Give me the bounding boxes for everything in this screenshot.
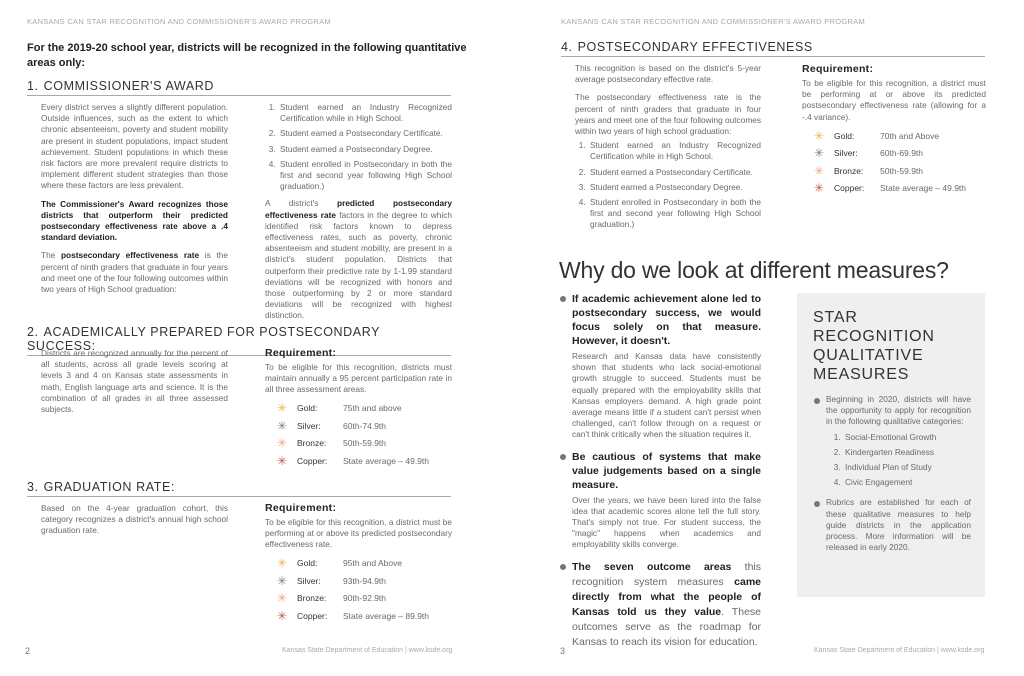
- postsecondary-column-left: [575, 63, 761, 235]
- level-copper: [265, 452, 452, 470]
- bullet-item: [813, 394, 971, 488]
- running-head: KANSANS CAN STAR RECOGNITION AND COMMISSIONER'S AWARD PROGRAM: [561, 17, 866, 26]
- level-name: Bronze:: [297, 438, 327, 449]
- level-value: 70th and Above: [880, 130, 940, 141]
- paragraph: This recognition is based on the district's 5-year average postsecondary effective rate.: [575, 63, 761, 85]
- running-head: KANSANS CAN STAR RECOGNITION AND COMMISSIONER'S AWARD PROGRAM: [27, 17, 332, 26]
- footer-text: Kansas State Department of Education | www.ksde.org: [282, 647, 453, 654]
- bullet-heading: If academic achievement alone led to postsecondary success, we would focus solely on that measure. However, it doesn't.: [572, 293, 761, 347]
- bullet-item: [559, 450, 761, 551]
- section-title: POSTSECONDARY EFFECTIVENESS: [577, 40, 813, 54]
- level-name: Bronze:: [297, 593, 327, 604]
- section-title: ACADEMICALLY PREPARED FOR POSTSECONDARY SUCCESS:: [27, 325, 380, 353]
- star-icon: ✳: [277, 401, 288, 416]
- commissioners-award-column-left: [41, 102, 228, 302]
- section-number: 2.: [27, 325, 39, 339]
- bullet-item: [813, 497, 971, 553]
- star-icon: ✳: [277, 608, 288, 623]
- list-item: 2. Student earned a Postsecondary Certificate.: [588, 167, 761, 178]
- paragraph: Every district serves a slightly different population. Outside influences, such as the extent to which chronic absenteeism, poverty and student mobility are present in student populations, impact student achievement. Student populations in which these risk factors are more prevalent require districts to implement different student strategies than those where these factors are less prevalent.: [41, 102, 228, 191]
- level-value: State average – 49.9th: [880, 183, 967, 194]
- level-name: Copper:: [297, 610, 328, 621]
- level-gold: [265, 400, 452, 418]
- requirement-block: [802, 63, 986, 197]
- section-number: 4.: [561, 40, 573, 54]
- why-bullets: [559, 292, 761, 659]
- level-gold: [265, 555, 452, 573]
- bullet-item: [559, 560, 761, 650]
- outcomes-list: [575, 140, 761, 230]
- requirement-text: To be eligible for this recognition, a district must be performing at or above its predicted postsecondary effectiveness rate.: [265, 517, 452, 550]
- star-icon: ✳: [814, 163, 825, 178]
- list-item: 1. Student earned an Industry Recognized Certification while in High School.: [588, 140, 761, 162]
- level-name: Silver:: [834, 148, 858, 159]
- level-bronze: [265, 435, 452, 453]
- paragraph-bold: The Commissioner's Award recognizes those districts that outperform their predicted postsecondary effectiveness rate above a .4 standard deviation.: [41, 198, 228, 243]
- section-number: 3.: [27, 480, 39, 494]
- page-number: 3: [560, 646, 566, 656]
- levels-list: [265, 400, 452, 470]
- star-icon: ✳: [277, 556, 288, 571]
- requirement-label: Requirement:: [265, 502, 337, 514]
- bullet-heading: Be cautious of systems that make value judgements based on a single measure.: [572, 450, 761, 491]
- footer-text: Kansas State Department of Education | www.ksde.org: [814, 647, 985, 654]
- qualitative-categories-list: [830, 432, 971, 489]
- star-icon: ✳: [277, 453, 288, 468]
- level-value: 95th and Above: [343, 558, 403, 569]
- bullet-text: Research and Kansas data have consistently shown that students who lack social-emotional growth struggle to succeed. Students must be equally prepared with the employability skills that Kansas employers demand. A high grade point average means little if a student can't persist when challenged, can't follow through on a request or can't think critically when the situation requires it.: [572, 351, 761, 440]
- star-icon: ✳: [814, 146, 825, 161]
- section-number: 1.: [27, 79, 39, 93]
- list-item: 1. Student earned an Industry Recognized Certification while in High School.: [278, 102, 452, 124]
- requirement-label: Requirement:: [802, 63, 874, 75]
- list-item: 3. Student earned a Postsecondary Degree.: [588, 182, 761, 193]
- level-copper: [265, 607, 452, 625]
- level-bronze: [265, 590, 452, 608]
- star-icon: ✳: [277, 573, 288, 588]
- level-value: 90th-92.9th: [343, 593, 387, 604]
- qualitative-measures-box: [797, 293, 985, 597]
- level-value: State average – 89.9th: [343, 610, 430, 621]
- level-copper: [802, 179, 986, 197]
- outcomes-list: [265, 102, 452, 192]
- level-name: Gold:: [834, 130, 855, 141]
- level-name: Gold:: [297, 403, 318, 414]
- list-item: 4. Student enrolled in Postsecondary in both the first and second year following High School graduation.): [278, 159, 452, 193]
- level-bronze: [802, 162, 986, 180]
- page-number: 2: [25, 646, 31, 656]
- list-item: 4. Civic Engagement: [843, 477, 971, 488]
- star-icon: ✳: [277, 591, 288, 606]
- requirement-block: [265, 347, 452, 470]
- star-icon: ✳: [814, 181, 825, 196]
- section-heading-postsecondary-effectiveness: [561, 40, 985, 57]
- level-value: 50th-59.9th: [880, 165, 924, 176]
- requirement-block: [265, 502, 452, 625]
- level-name: Copper:: [297, 455, 328, 466]
- section-title: GRADUATION RATE:: [43, 480, 175, 494]
- list-item: 1. Social-Emotional Growth: [843, 432, 971, 443]
- paragraph: The postsecondary effectiveness rate is the percent of ninth graders that graduate in four years and meet one of the four following outcomes within two years of high school graduation:: [575, 92, 761, 137]
- section-heading-graduation-rate: [27, 480, 451, 497]
- commissioners-award-column-right: [265, 102, 452, 329]
- level-silver: [265, 417, 452, 435]
- requirement-text: To be eligible for this recognition, a district must be performing at or above its predicted postsecondary effectiveness rate (allowing for a -.4 variance).: [802, 78, 986, 122]
- bullet-text: Beginning in 2020, districts will have the opportunity to apply for recognition in the following qualitative categories:: [826, 394, 971, 427]
- paragraph: The postsecondary effectiveness rate is the percent of ninth graders that graduate in four years and meet one of the four following outcomes within two years of High School graduation:: [41, 250, 228, 295]
- levels-list: [265, 555, 452, 625]
- intro-text: For the 2019-20 school year, districts will be recognized in the following quantitative areas only:: [27, 42, 467, 69]
- level-value: 60th-74.9th: [343, 420, 387, 431]
- level-gold: [802, 127, 986, 145]
- paragraph: A district's predicted postsecondary effectiveness rate factors in the degree to which identified risk factors known to depress effectiveness rates, such as poverty, chronic absenteeism and student mobility, are present in a district's student population. Districts that outperform their predictive rate by 1-1.99 standard deviations will be recognized with honors and those outperforming by 2 or more standard deviations will be recognized with highest distinction.: [265, 198, 453, 321]
- list-item: 3. Individual Plan of Study: [843, 462, 971, 473]
- list-item: 2. Kindergarten Readiness: [843, 447, 971, 458]
- level-silver: [802, 144, 986, 162]
- star-icon: ✳: [277, 436, 288, 451]
- level-value: 50th-59.9th: [343, 438, 387, 449]
- box-title: STAR RECOGNITION QUALITATIVE MEASURES: [813, 309, 935, 383]
- list-item: 2. Student earned a Postsecondary Certificate.: [278, 128, 452, 139]
- why-heading: Why do we look at different measures?: [559, 257, 949, 283]
- section-heading-commissioners-award: [27, 79, 451, 96]
- level-name: Silver:: [297, 420, 321, 431]
- requirement-label: Requirement:: [265, 347, 337, 359]
- star-icon: ✳: [277, 418, 288, 433]
- bullet-text: The seven outcome areas this recognition system measures came directly from what the people of Kansas told us they value. These outcomes serve as the roadmap for Kansas to reach its vision for education.: [572, 560, 761, 648]
- level-name: Silver:: [297, 575, 321, 586]
- bullet-item: [559, 292, 761, 441]
- star-icon: ✳: [814, 128, 825, 143]
- level-name: Copper:: [834, 183, 865, 194]
- levels-list: [802, 127, 986, 197]
- level-name: Bronze:: [834, 165, 864, 176]
- level-value: State average – 49.9th: [343, 455, 430, 466]
- level-value: 93th-94.9th: [343, 575, 387, 586]
- bullet-text: Over the years, we have been lured into the false idea that academic scores alone tell the full story. That's simply not true. For student success, the "magic" happens when academics and employability skills converge.: [572, 494, 761, 550]
- list-item: 4. Student enrolled in Postsecondary in both the first and second year following High School graduation.): [588, 197, 761, 231]
- level-name: Gold:: [297, 558, 318, 569]
- page-3: [512, 0, 1024, 676]
- section-text: Districts are recognized annually for the percent of all students, across all grade levels scoring at levels 3 and 4 on Kansas state assessments in math, English language arts and science. It is the combination of all grades in all three assessed subjects.: [41, 348, 228, 415]
- section-text: Based on the 4-year graduation cohort, this category recognizes a district's annual high school graduation rate.: [41, 503, 228, 536]
- section-title: COMMISSIONER'S AWARD: [43, 79, 215, 93]
- bullet-text: Rubrics are established for each of these qualitative measures to help guide districts in the application process. More information will be released in early 2020.: [826, 497, 971, 553]
- list-item: 3. Student earned a Postsecondary Degree.: [278, 144, 452, 155]
- level-value: 75th and above: [343, 403, 402, 414]
- level-silver: [265, 572, 452, 590]
- requirement-text: To be eligible for this recognition, districts must maintain annually a 95 percent participation rate in all three assessment areas.: [265, 362, 452, 395]
- level-value: 60th-69.9th: [880, 148, 924, 159]
